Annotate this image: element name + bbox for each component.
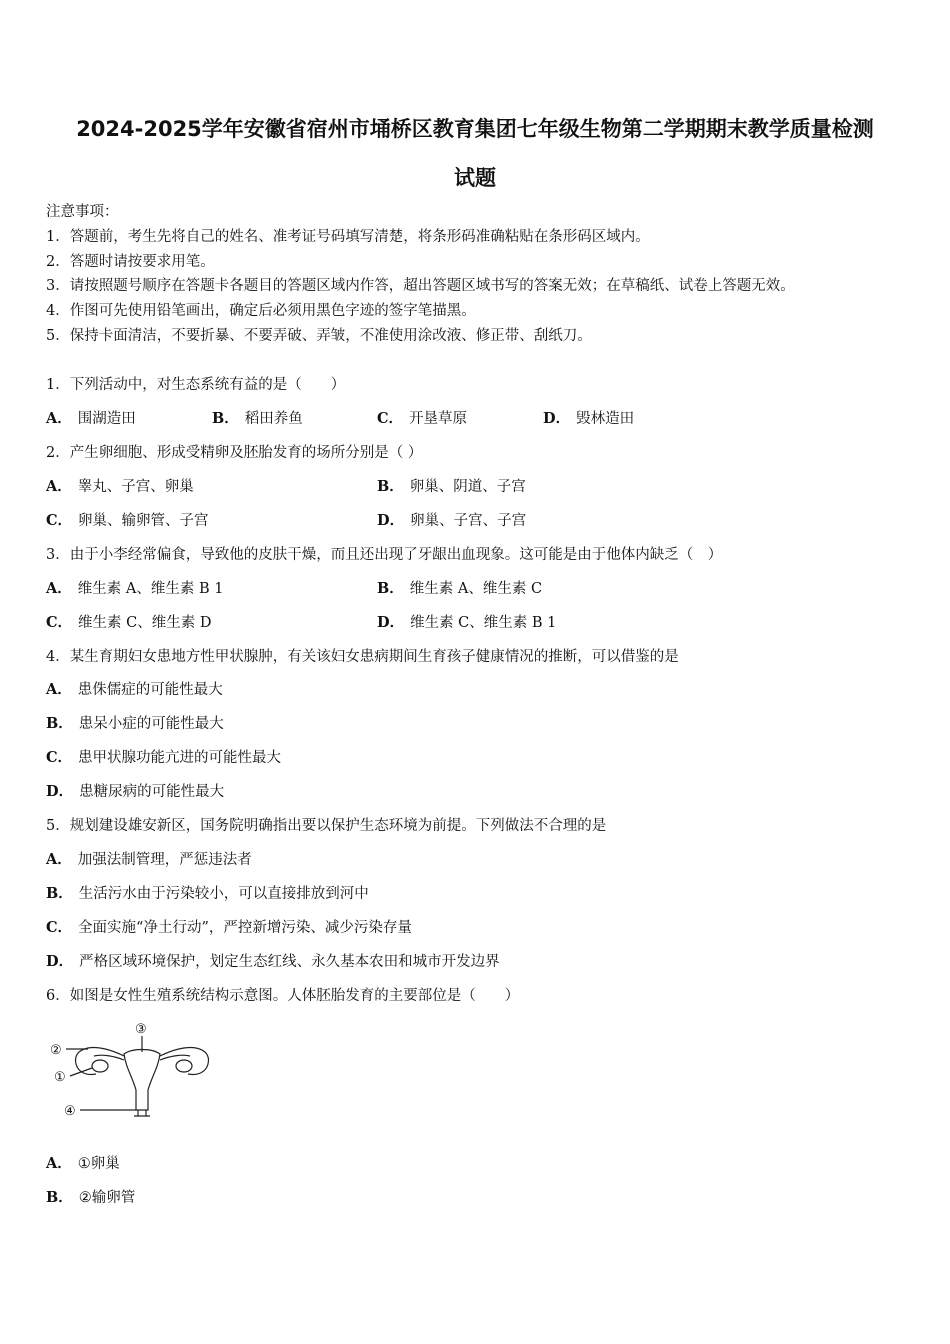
q6-option-b	[46, 1188, 135, 1208]
option-text: 稻田养鱼	[244, 411, 303, 427]
option-text: 患侏儒症的可能性最大	[77, 682, 223, 698]
q1-option-d	[543, 409, 634, 429]
option-label: C．	[377, 410, 404, 427]
label-4: ④	[64, 1104, 76, 1119]
notice-item: 2．答题时请按要求用笔。	[46, 254, 215, 270]
option-label: A．	[46, 851, 72, 868]
option-text: 患糖尿病的可能性最大	[79, 784, 225, 800]
option-label: B．	[212, 410, 239, 427]
q3-option-d	[377, 613, 556, 633]
option-label: D．	[543, 410, 571, 427]
q2-option-a	[46, 477, 194, 497]
option-label: A．	[46, 410, 72, 427]
option-text: 生活污水由于污染较小，可以直接排放到河中	[78, 886, 369, 902]
q2-option-b	[377, 477, 526, 497]
option-text: 开垦草原	[409, 411, 468, 427]
option-text: 加强法制管理，严惩违法者	[77, 852, 252, 868]
option-text: 维生素 A、维生素 C	[409, 581, 543, 597]
option-text: 维生素 C、维生素 B 1	[410, 615, 557, 631]
option-label: D．	[46, 783, 74, 800]
option-label: D．	[377, 512, 405, 529]
option-label: C．	[46, 512, 73, 529]
female-reproductive-system-diagram	[44, 1018, 214, 1120]
q4-option-b	[46, 714, 224, 734]
option-label: C．	[46, 919, 73, 936]
notice-item: 1．答题前，考生先将自己的姓名、准考证号码填写清楚，将条形码准确粘贴在条形码区域内。	[46, 229, 650, 245]
question-2-stem: 2．产生卵细胞、形成受精卵及胚胎发育的场所分别是（ ）	[46, 445, 423, 461]
label-3: ③	[135, 1022, 147, 1037]
q1-option-c	[377, 409, 467, 429]
question-6-stem: 6．如图是女性生殖系统结构示意图。人体胚胎发育的主要部位是（ ）	[46, 988, 520, 1004]
notice-item: 4．作图可先使用铅笔画出，确定后必须用黑色字迹的签字笔描黑。	[46, 303, 476, 319]
question-5-stem: 5．规划建设雄安新区，国务院明确指出要以保护生态环境为前提。下列做法不合理的是	[46, 818, 607, 834]
option-text: 毁林造田	[576, 411, 635, 427]
q4-option-c	[46, 748, 281, 768]
q1-option-a	[46, 409, 136, 429]
option-label: D．	[377, 614, 405, 631]
option-text: 卵巢、阴道、子宫	[409, 479, 526, 495]
option-label: B．	[377, 580, 404, 597]
q5-option-b	[46, 884, 369, 904]
notice-item: 5．保持卡面清洁，不要折暴、不要弄破、弄皱，不准使用涂改液、修正带、刮纸刀。	[46, 328, 592, 344]
exam-title-line1: 2024-2025学年安徽省宿州市埇桥区教育集团七年级生物第二学期期末教学质量检测	[76, 117, 874, 141]
option-label: A．	[46, 580, 72, 597]
option-text: 严格区域环境保护，划定生态红线、永久基本农田和城市开发边界	[79, 954, 500, 970]
option-label: A．	[46, 681, 72, 698]
q4-option-d	[46, 782, 224, 802]
option-text: 睾丸、子宫、卵巢	[77, 479, 194, 495]
option-label: B．	[46, 715, 73, 732]
option-label: C．	[46, 614, 73, 631]
q2-option-c	[46, 511, 209, 531]
option-label: B．	[46, 885, 73, 902]
option-label: B．	[46, 1189, 73, 1206]
question-4-stem: 4．某生育期妇女患地方性甲状腺肿，有关该妇女患病期间生育孩子健康情况的推断，可以借鉴的是	[46, 649, 679, 665]
exam-title-line2: 试题	[454, 166, 496, 190]
option-text: 围湖造田	[77, 411, 136, 427]
option-text: 卵巢、输卵管、子宫	[78, 513, 209, 529]
notice-heading: 注意事项：	[46, 204, 119, 220]
option-label: A．	[46, 1155, 72, 1172]
option-text: ①卵巢	[77, 1156, 120, 1172]
q5-option-a	[46, 850, 252, 870]
option-label: A．	[46, 478, 72, 495]
option-label: B．	[377, 478, 404, 495]
notice-item: 3．请按照题号顺序在答题卡各题目的答题区域内作答，超出答题区域书写的答案无效；在草稿纸、试卷上答题无效。	[46, 278, 795, 294]
label-1: ①	[54, 1070, 66, 1085]
option-text: 患甲状腺功能亢进的可能性最大	[78, 750, 282, 766]
option-text: 卵巢、子宫、子宫	[410, 513, 527, 529]
option-label: C．	[46, 749, 73, 766]
label-2: ②	[50, 1043, 62, 1058]
option-text: ②输卵管	[78, 1190, 136, 1206]
option-label: D．	[46, 953, 74, 970]
q3-option-b	[377, 579, 542, 599]
q5-option-c	[46, 918, 412, 938]
q4-option-a	[46, 680, 223, 700]
option-text: 维生素 A、维生素 B 1	[77, 581, 224, 597]
q2-option-d	[377, 511, 526, 531]
question-3-stem: 3．由于小李经常偏食，导致他的皮肤干燥，而且还出现了牙龈出血现象。这可能是由于他体内缺乏（ ）	[46, 547, 723, 563]
option-text: 维生素 C、维生素 D	[78, 615, 212, 631]
option-text: 全面实施“净土行动”，严控新增污染、减少污染存量	[78, 920, 412, 936]
option-text: 患呆小症的可能性最大	[78, 716, 224, 732]
q6-option-a	[46, 1154, 120, 1174]
q3-option-c	[46, 613, 212, 633]
question-1-stem: 1．下列活动中，对生态系统有益的是（ ）	[46, 377, 346, 393]
q5-option-d	[46, 952, 500, 972]
q1-option-b	[212, 409, 303, 429]
q3-option-a	[46, 579, 223, 599]
